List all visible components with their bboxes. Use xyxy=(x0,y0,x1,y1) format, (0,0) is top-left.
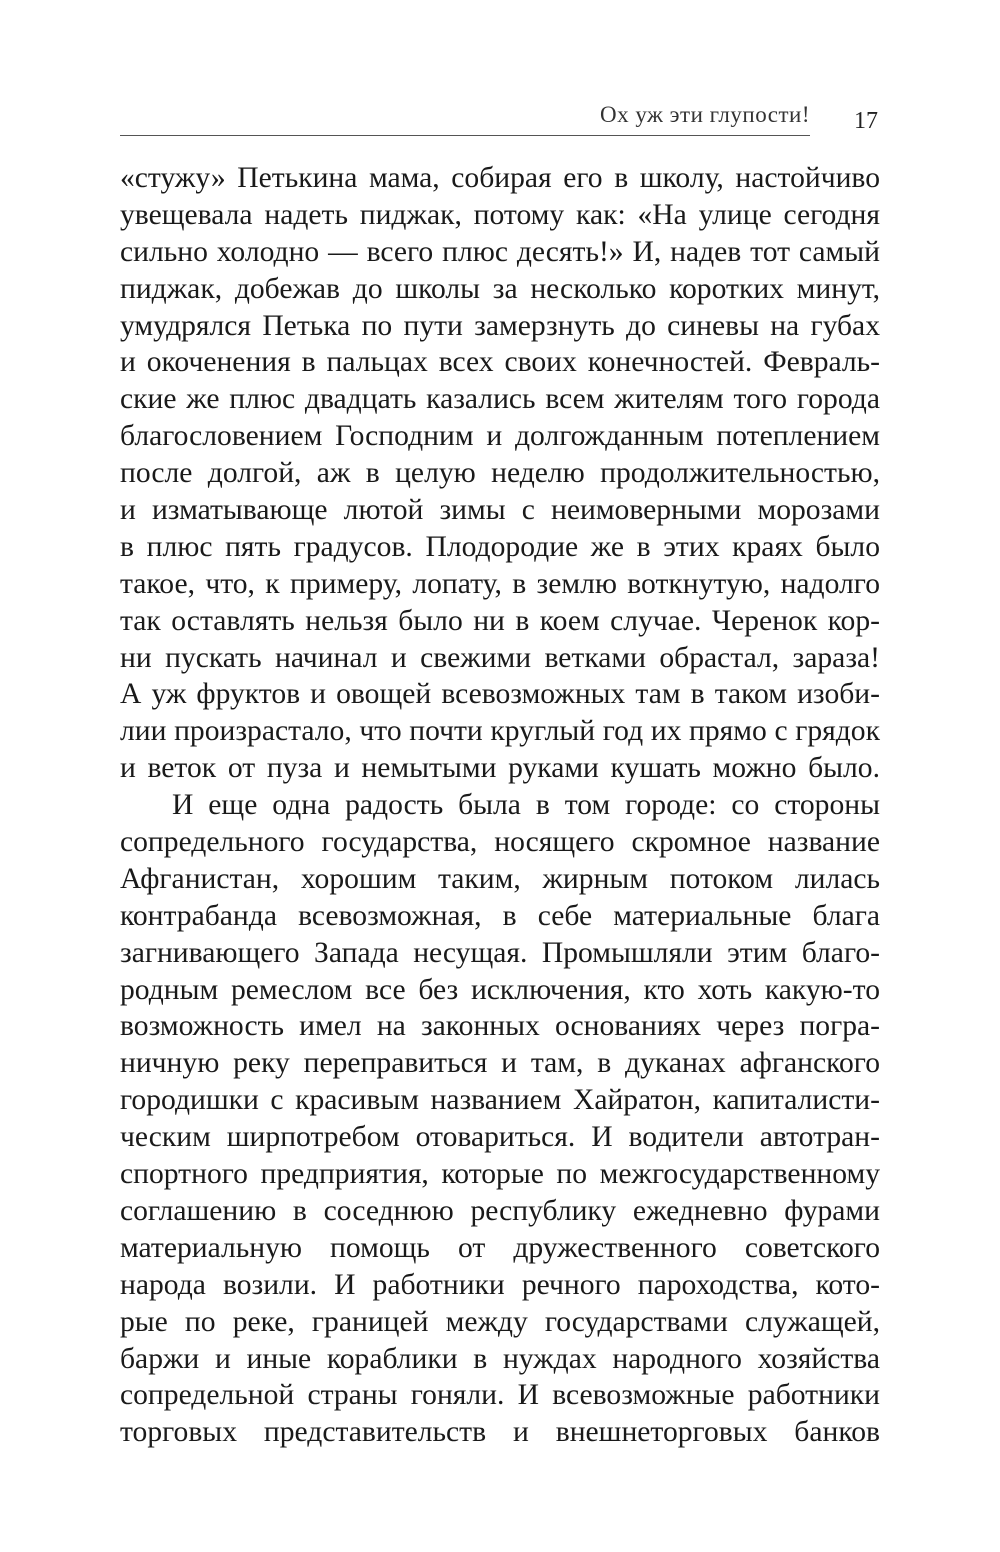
text-line: и окоченения в пальцах всех своих конечностей. Февраль- xyxy=(120,346,880,379)
text-line: ческим ширпотребом отовариться. И водители автотран- xyxy=(120,1121,880,1154)
text-line: народа возили. И работники речного пароходства, кото- xyxy=(120,1268,880,1301)
text-line: торговых представительств и внешнеторговых банков xyxy=(120,1416,880,1449)
text-line: сопредельной страны гоняли. И всевозможные работники xyxy=(120,1379,880,1412)
text-line: сильно холодно — всего плюс десять!» И, надев тот самый xyxy=(120,235,880,268)
paragraph xyxy=(120,160,880,787)
text-line: городишки с красивым названием Хайратон, капиталисти- xyxy=(120,1084,880,1117)
text-line: и веток от пуза и немытыми руками кушать можно было. xyxy=(120,752,880,785)
body-text xyxy=(120,160,880,1451)
text-line: И еще одна радость была в том городе: со стороны xyxy=(172,789,880,822)
page-number: 17 xyxy=(854,108,878,134)
text-line: умудрялся Петька по пути замерзнуть до синевы на губах xyxy=(120,309,880,342)
paragraph xyxy=(120,787,880,1451)
text-line: родным ремеслом все без исключения, кто хоть какую-то xyxy=(120,973,880,1006)
text-line: загнивающего Запада несущая. Промышляли этим благо- xyxy=(120,936,880,969)
text-line: рые по реке, границей между государствами служащей, xyxy=(120,1305,880,1338)
text-line: контрабанда всевозможная, в себе материальные блага xyxy=(120,899,880,932)
running-header xyxy=(120,94,880,138)
text-line: «стужу» Петькина мама, собирая его в школу, настойчиво xyxy=(120,162,880,194)
text-line: увещевала надеть пиджак, потому как: «На улице сегодня xyxy=(120,198,880,231)
text-line: пиджак, добежав до школы за несколько коротких минут, xyxy=(120,272,880,305)
text-line: ничную реку переправиться и там, в дуканах афганского xyxy=(120,1047,880,1080)
text-line: спортного предприятия, которые по межгосударственному xyxy=(120,1158,880,1191)
header-rule xyxy=(120,135,810,136)
text-line: после долгой, аж в целую неделю продолжительностью, xyxy=(120,457,880,490)
text-line: возможность имел на законных основаниях через погра- xyxy=(120,1010,880,1043)
text-line: такое, что, к примеру, лопату, в землю воткнутую, надолго xyxy=(120,567,880,600)
text-line: в плюс пять градусов. Плодородие же в этих краях было xyxy=(120,530,880,563)
running-header-title: Ох уж эти глупости! xyxy=(599,102,810,127)
text-line: благословением Господним и долгожданным потеплением xyxy=(120,420,880,453)
text-line: так оставлять нельзя было ни в коем случае. Черенок кор- xyxy=(120,604,880,637)
text-line: ские же плюс двадцать казались всем жителям того города xyxy=(120,383,880,416)
text-line: лии произрастало, что почти круглый год их прямо с грядок xyxy=(120,715,880,748)
text-line: ни пускать начинал и свежими ветками обрастал, зараза! xyxy=(120,641,880,674)
text-line: материальную помощь от дружественного советского xyxy=(120,1231,880,1264)
text-line: соглашению в соседнюю республику ежедневно фурами xyxy=(120,1194,880,1227)
text-line: баржи и иные кораблики в нуждах народного хозяйства xyxy=(120,1342,880,1375)
text-line: А уж фруктов и овощей всевозможных там в таком изоби- xyxy=(120,678,880,711)
text-line: сопредельного государства, носящего скромное название xyxy=(120,826,880,859)
text-line: и изматывающе лютой зимы с неимоверными морозами xyxy=(120,494,880,527)
text-line: Афганистан, хорошим таким, жирным потоком лилась xyxy=(120,862,880,895)
